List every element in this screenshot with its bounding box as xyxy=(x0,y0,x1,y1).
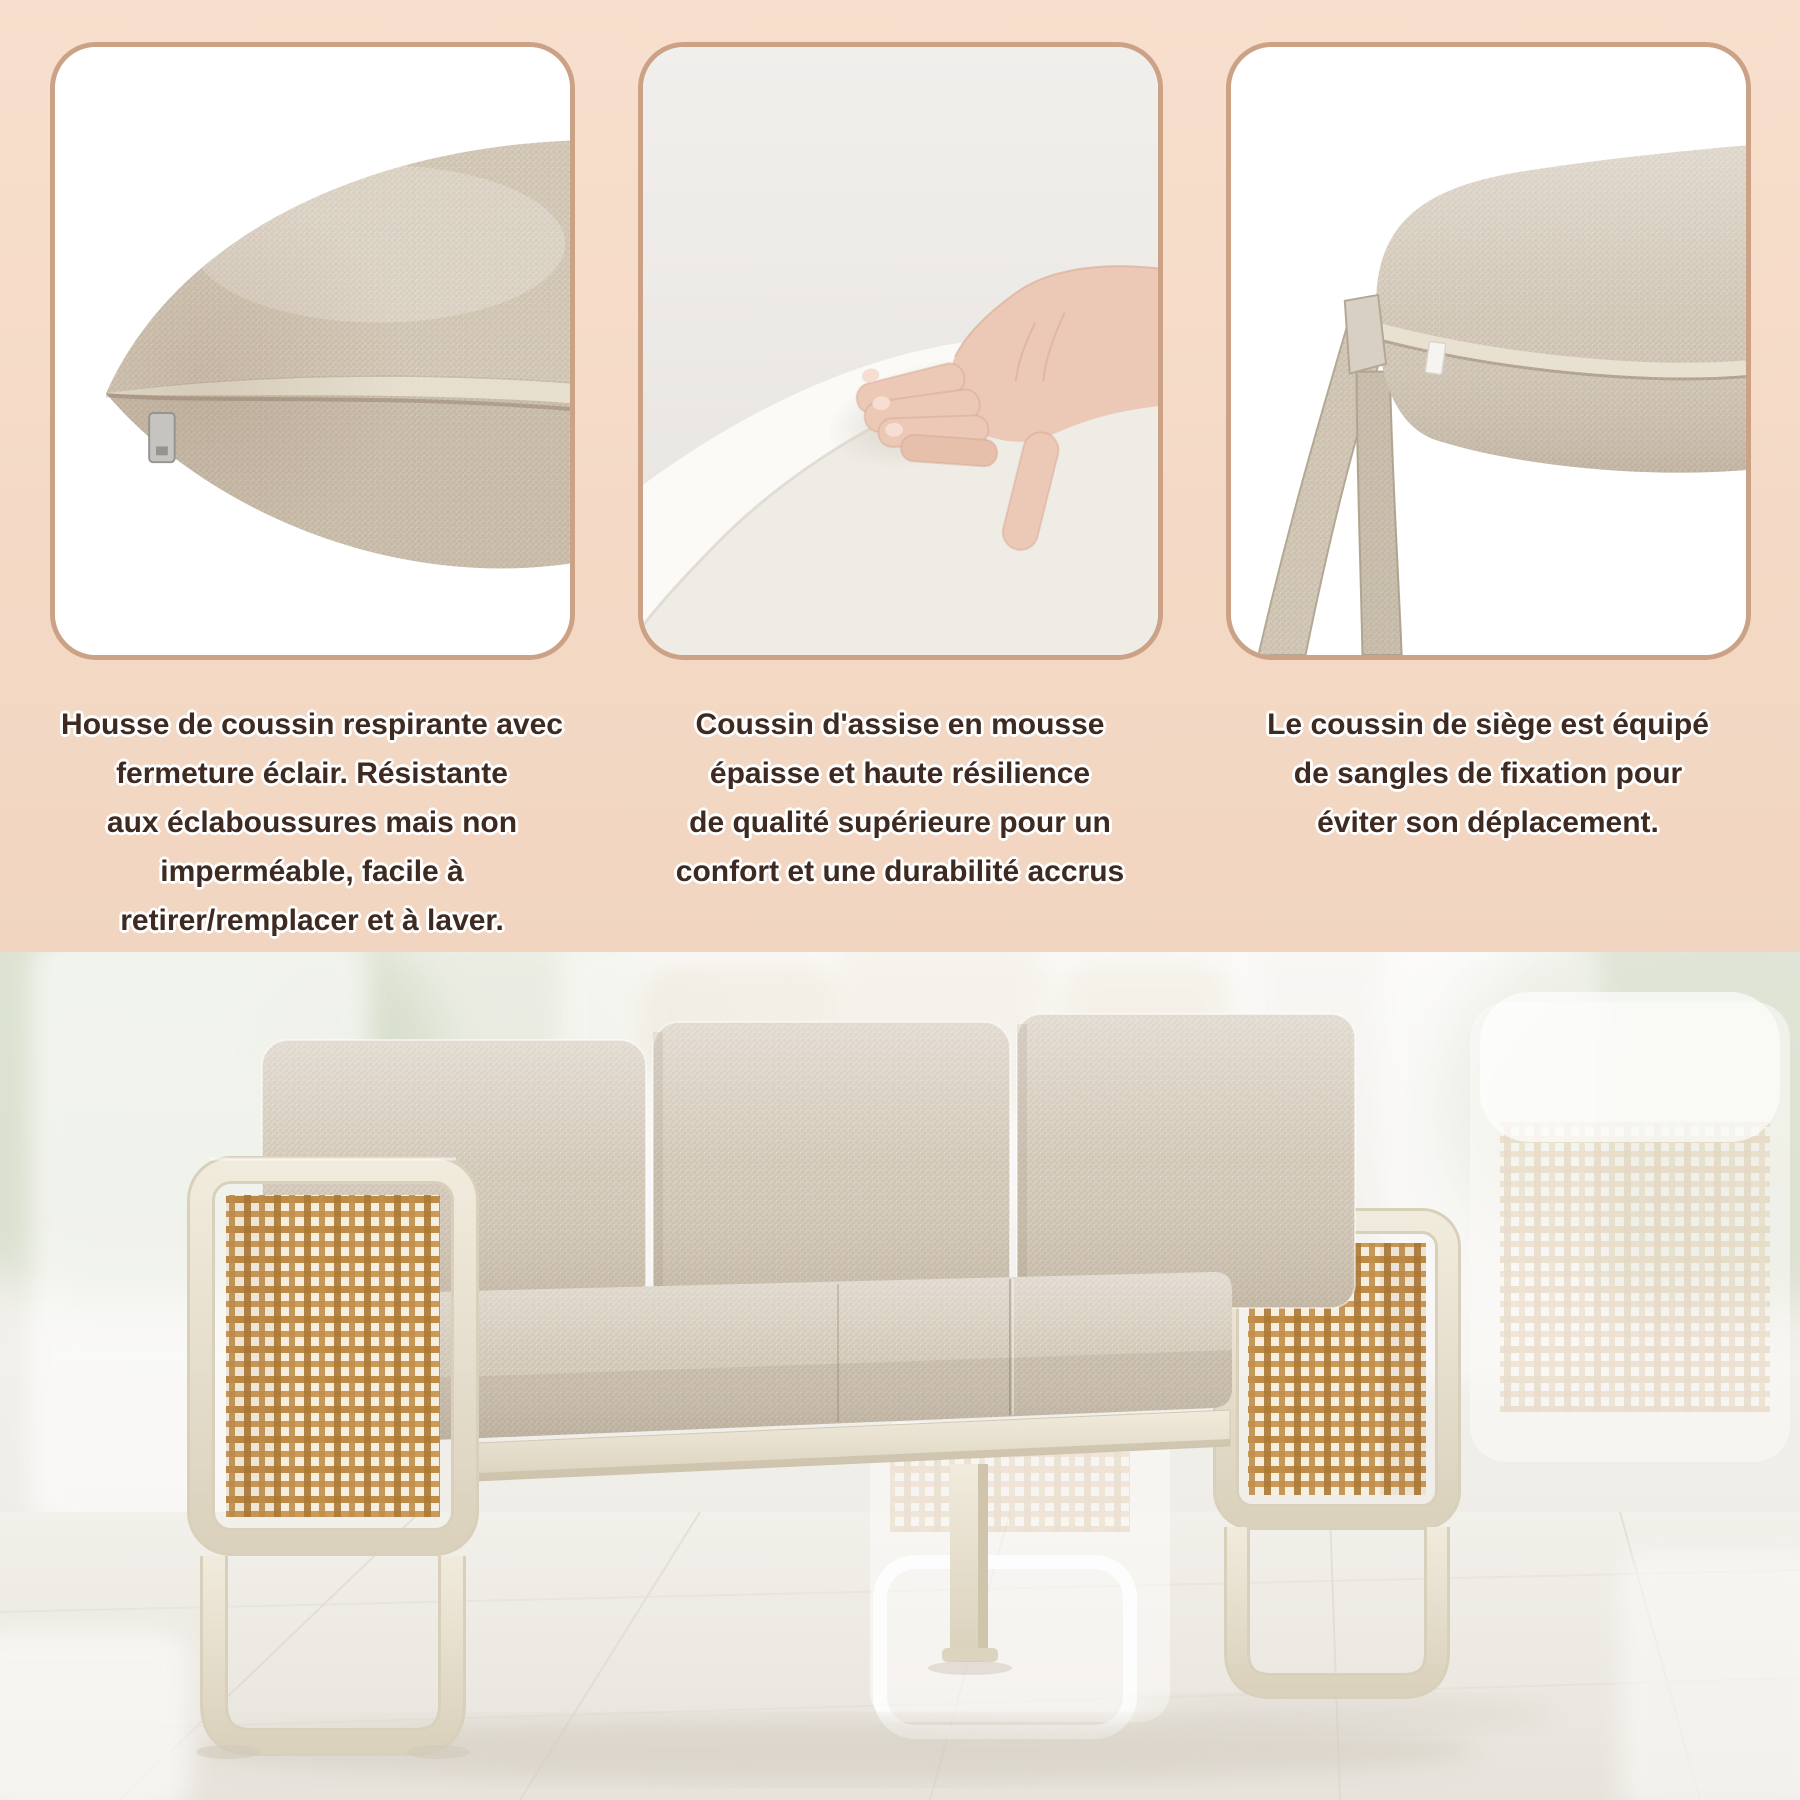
caption-line: éviter son déplacement. xyxy=(1317,806,1659,839)
zipper-cushion-photo xyxy=(50,42,575,660)
ghost-chair xyxy=(870,1422,1170,1732)
caption-line: Le coussin de siège est équipé xyxy=(1267,708,1709,741)
back-cushion xyxy=(1017,1014,1355,1308)
caption-line: Coussin d'assise en mousse xyxy=(695,708,1105,741)
foam-hand-illustration xyxy=(643,47,1158,655)
caption-line: aux éclaboussures mais non xyxy=(106,806,518,839)
strap-cushion-photo xyxy=(1226,42,1751,660)
sofa-illustration xyxy=(0,952,1800,1800)
foam-hand-photo xyxy=(638,42,1163,660)
ghost-armrest xyxy=(1620,1552,1800,1800)
zipper-cushion-illustration xyxy=(55,47,570,655)
caption-line: fermeture éclair. Résistante xyxy=(116,757,508,790)
sofa-photo xyxy=(0,952,1800,1800)
zipper-pull xyxy=(149,413,175,462)
caption-zipper xyxy=(50,700,575,945)
care-tag xyxy=(1425,341,1446,375)
caption-line: de qualité supérieure pour un xyxy=(689,806,1111,839)
strap-cushion-illustration xyxy=(1231,47,1746,655)
caption-line: Housse de coussin respirante avec xyxy=(61,708,563,741)
feature-captions xyxy=(0,700,1800,945)
caption-line: imperméable, facile à xyxy=(160,855,464,888)
caption-line: confort et une durabilité accrus xyxy=(675,855,1125,888)
caption-line: de sangles de fixation pour xyxy=(1293,757,1683,790)
ghost-armrest xyxy=(0,1632,190,1800)
back-cushion xyxy=(653,1022,1010,1308)
feature-panels xyxy=(0,42,1800,660)
caption-foam xyxy=(638,700,1163,945)
caption-line: épaisse et haute résilience xyxy=(709,757,1091,790)
caption-line: retirer/remplacer et à laver. xyxy=(120,904,504,937)
ghost-chair xyxy=(1470,992,1790,1462)
caption-straps xyxy=(1226,700,1751,945)
